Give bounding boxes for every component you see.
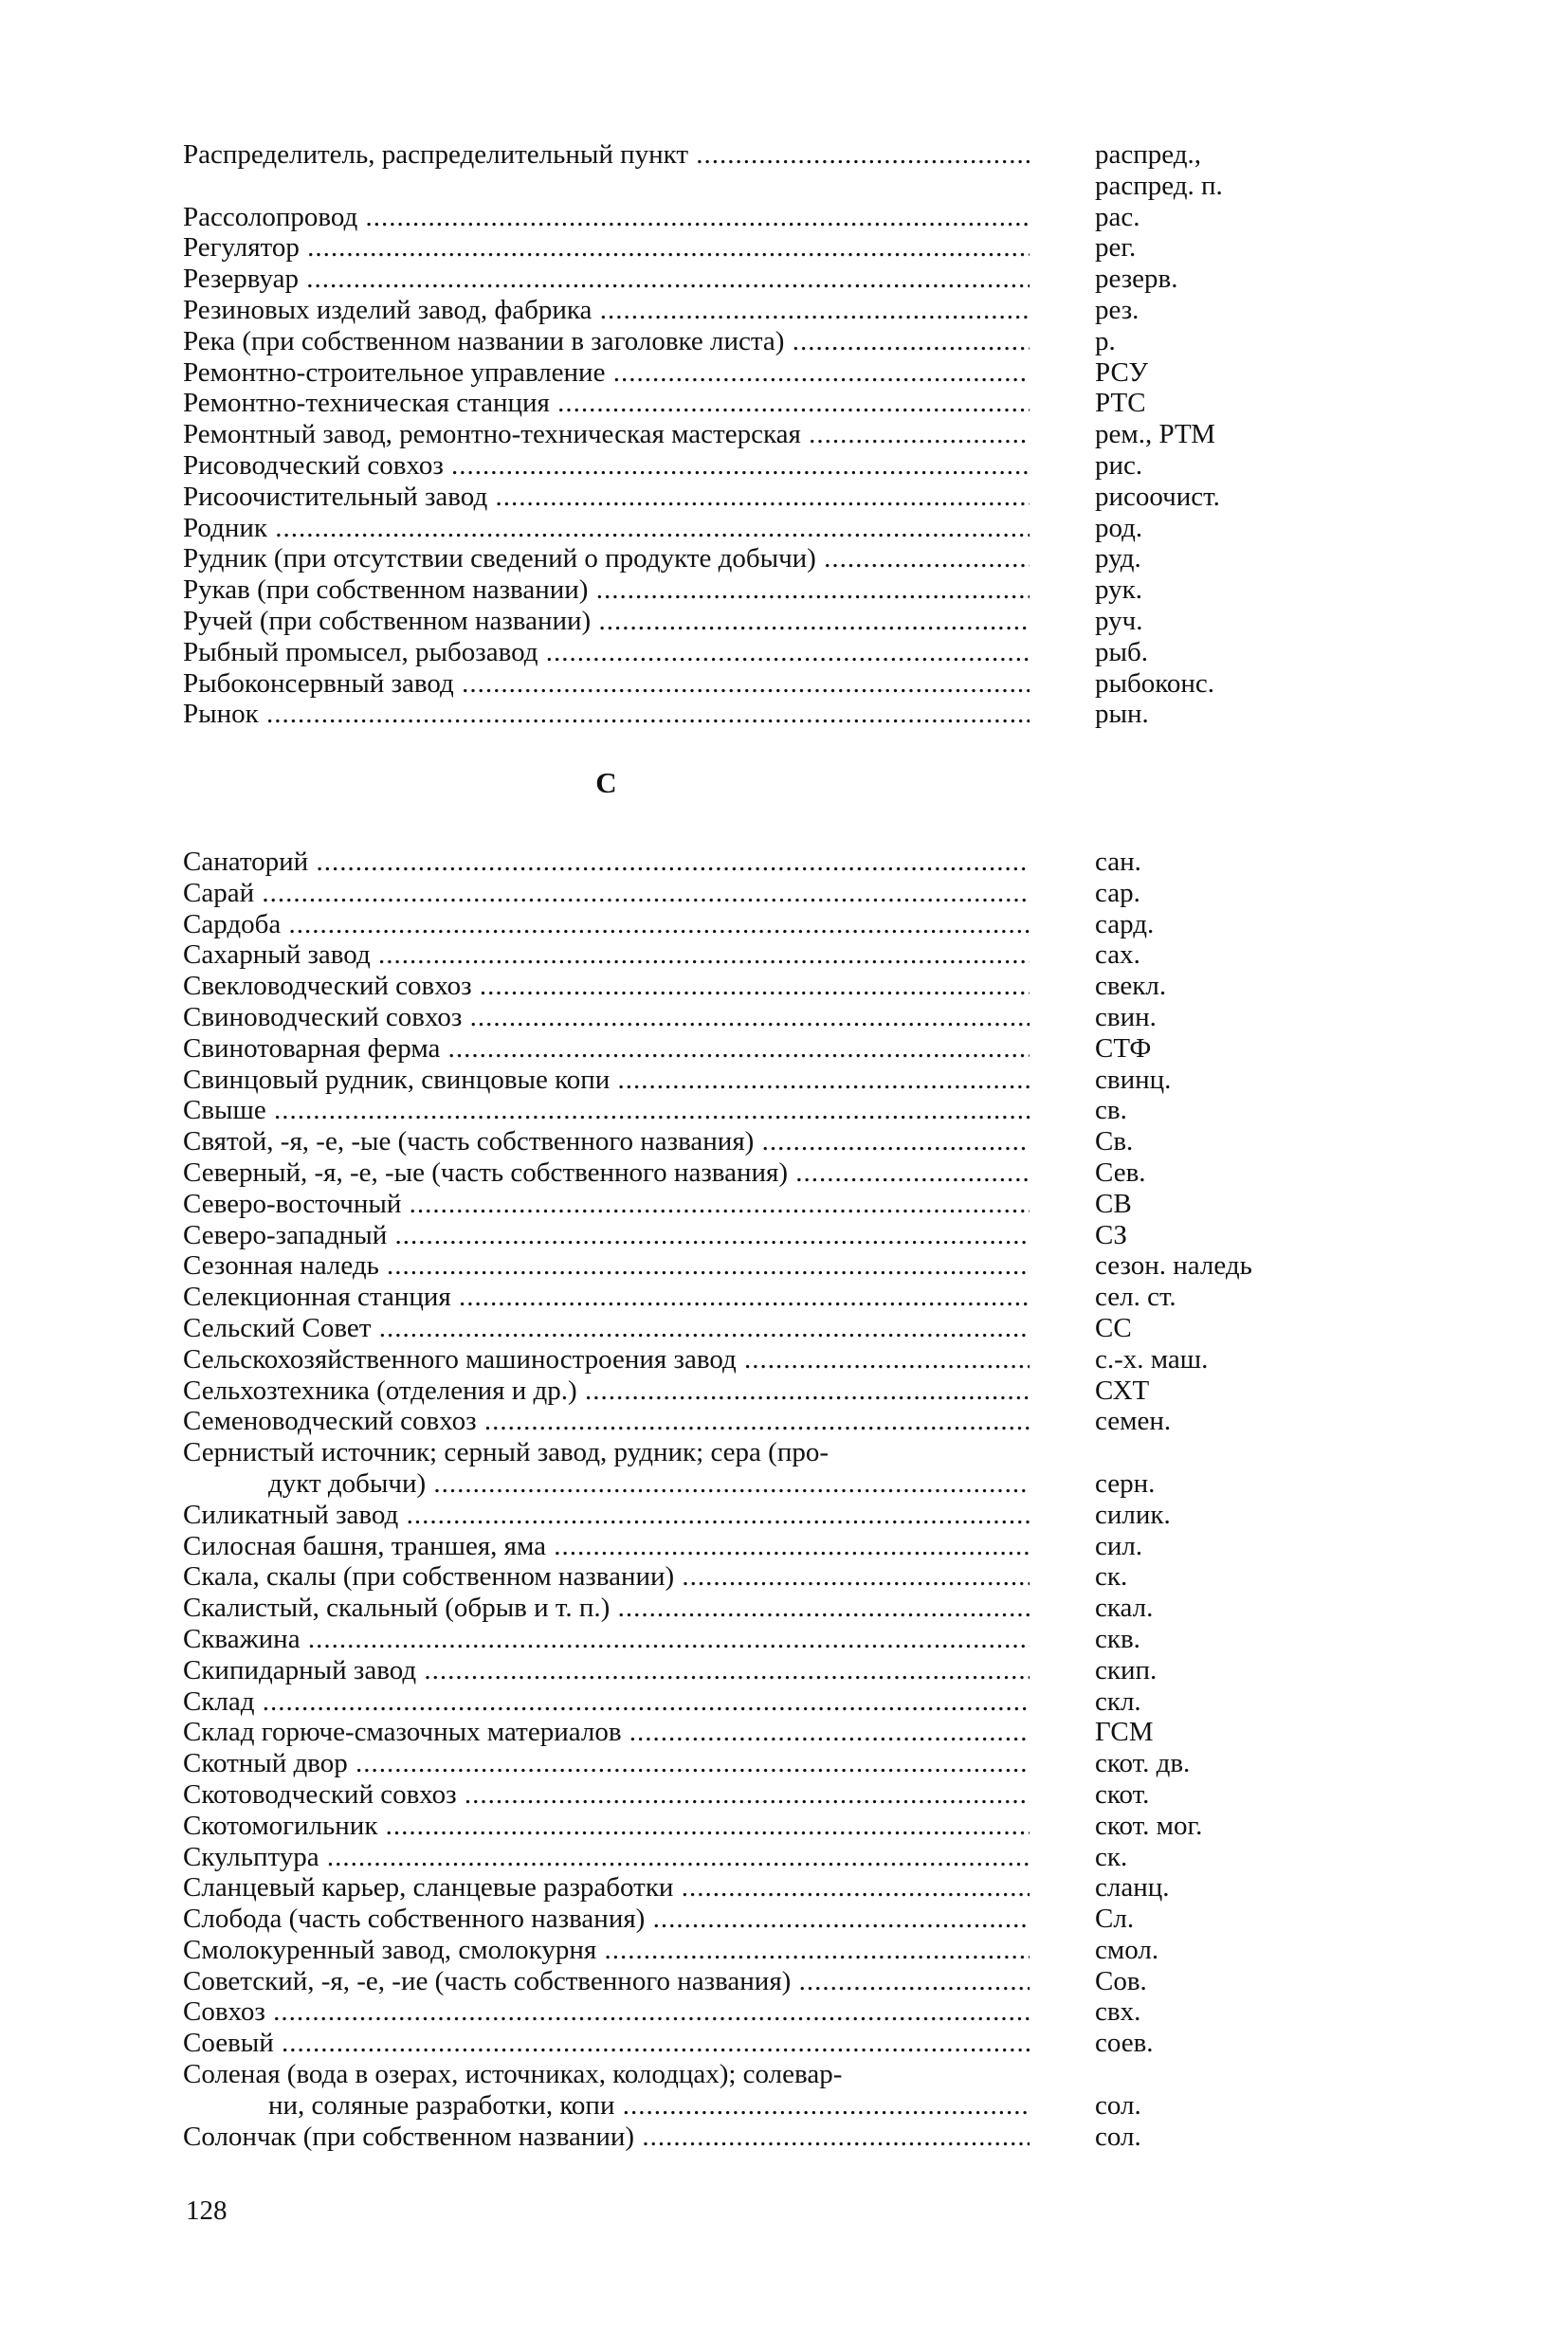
entry-term: Регулятор ..... — [183, 232, 1030, 264]
entry-abbreviation: СТФ — [1095, 1032, 1152, 1064]
entry-term: Святой, -я, -е, -ые (часть собственного названия) ..... — [183, 1126, 1030, 1157]
entry-row — [183, 1531, 1321, 1562]
entry-term: Сардоба ..... — [183, 909, 1030, 940]
entry-row — [183, 1406, 1321, 1437]
entry-row — [183, 1282, 1321, 1313]
entry-abbreviation: сард. — [1095, 908, 1155, 939]
entry-term: Силикатный завод ..... — [183, 1500, 1030, 1531]
entry-row — [183, 637, 1321, 668]
entry-row — [183, 1811, 1321, 1842]
entry-row — [183, 326, 1321, 357]
entry-term: Рисоводческий совхоз ..... — [183, 450, 1030, 482]
entry-abbreviation: свх. — [1095, 1996, 1141, 2028]
entry-term: Скотный двор ..... — [183, 1748, 1030, 1779]
entry-row — [183, 171, 1321, 202]
entry-term: Рынок ..... — [183, 699, 1030, 730]
entry-term: Сезонная наледь ..... — [183, 1250, 1030, 1282]
entry-row — [183, 1126, 1321, 1157]
entry-abbreviation: сол. — [1095, 2089, 1141, 2121]
entry-abbreviation: СВ — [1095, 1188, 1132, 1219]
entry-abbreviation: сезон. наледь — [1095, 1250, 1252, 1282]
entry-abbreviation: сан. — [1095, 847, 1141, 877]
entry-term: Совхоз ..... — [183, 1996, 1030, 2028]
entry-row — [183, 139, 1321, 171]
entry-row — [183, 1002, 1321, 1033]
entry-term: Рыбный промысел, рыбозавод ..... — [183, 637, 1030, 668]
entry-row — [183, 699, 1321, 730]
entry-row — [183, 1065, 1321, 1096]
entry-term: Рудник (при отсутствии сведений о продукте добычи) ..... — [183, 543, 1030, 574]
entry-abbreviation: СХТ — [1095, 1375, 1150, 1406]
entry-term: Склад ..... — [183, 1686, 1030, 1718]
entry-row — [183, 971, 1321, 1002]
entry-abbreviation: ск. — [1095, 1841, 1128, 1872]
entry-abbreviation: РТС — [1095, 388, 1146, 419]
entry-row — [183, 1220, 1321, 1251]
entry-row — [183, 1500, 1321, 1531]
section-r-list — [183, 139, 1321, 730]
entry-row — [183, 295, 1321, 326]
entry-term: Силосная башня, траншея, яма ..... — [183, 1531, 1030, 1562]
entry-abbreviation: св. — [1095, 1095, 1127, 1126]
entry-abbreviation: семен. — [1095, 1406, 1172, 1437]
entry-abbreviation: скип. — [1095, 1654, 1158, 1685]
entry-row — [183, 1375, 1321, 1407]
entry-row — [183, 574, 1321, 606]
entry-row — [183, 1686, 1321, 1718]
entry-term: Рыбоконсервный завод ..... — [183, 668, 1030, 700]
entry-abbreviation: р. — [1095, 325, 1116, 356]
entry-abbreviation: Сев. — [1095, 1157, 1146, 1188]
section-c-list — [183, 847, 1321, 2152]
entry-abbreviation: скв. — [1095, 1623, 1140, 1654]
entry-row — [183, 1624, 1321, 1655]
entry-abbreviation: ск. — [1095, 1561, 1128, 1593]
entry-row — [183, 513, 1321, 544]
entry-row — [183, 1095, 1321, 1126]
entry-abbreviation: резерв. — [1095, 264, 1178, 295]
entry-abbreviation: руч. — [1095, 605, 1143, 636]
entry-row — [183, 1344, 1321, 1375]
entry-term: Семеноводческий совхоз ..... — [183, 1406, 1030, 1437]
entry-row — [183, 1157, 1321, 1189]
entry-term: Родник ..... — [183, 513, 1030, 544]
entry-term: Скотоводческий совхоз ..... — [183, 1779, 1030, 1811]
entry-row — [183, 1779, 1321, 1811]
entry-term: Сарай ..... — [183, 878, 1030, 909]
entry-abbreviation: скал. — [1095, 1593, 1154, 1624]
entry-abbreviation: рис. — [1095, 449, 1143, 481]
entry-abbreviation: рег. — [1095, 232, 1137, 264]
entry-row — [183, 1561, 1321, 1593]
entry-term: Соленая (вода в озерах, источниках, колодцах); солевар- — [183, 2059, 843, 2090]
entry-abbreviation: распред. п. — [1095, 170, 1223, 201]
entry-term: Скалистый, скальный (обрыв и т. п.) ..... — [183, 1593, 1030, 1624]
entry-row — [183, 232, 1321, 264]
entry-term: Сернистый источник; серный завод, рудник; сера (про- — [183, 1437, 830, 1468]
entry-term: Смолокуренный завод, смолокурня ..... — [183, 1935, 1030, 1966]
entry-term: Свинотоварная ферма ..... — [183, 1033, 1030, 1065]
entry-row — [183, 1935, 1321, 1966]
entry-abbreviation: Св. — [1095, 1126, 1134, 1157]
entry-row — [183, 419, 1321, 450]
section-letter: С — [595, 766, 617, 799]
entry-abbreviation: ГСМ — [1095, 1717, 1154, 1748]
entry-term: Скотомогильник ..... — [183, 1811, 1030, 1842]
entry-term: ни, соляные разработки, копи ..... — [183, 2090, 1030, 2122]
entry-row — [183, 847, 1321, 878]
entry-abbreviation: Сл. — [1095, 1904, 1135, 1935]
entry-term: Ремонтный завод, ремонтно-техническая мастерская ..... — [183, 419, 1030, 450]
entry-abbreviation: руд. — [1095, 543, 1141, 574]
entry-abbreviation: силик. — [1095, 1499, 1171, 1530]
entry-abbreviation: рем., РТМ — [1095, 419, 1216, 450]
entry-row — [183, 1313, 1321, 1344]
entry-term: Соевый ..... — [183, 2028, 1030, 2059]
entry-abbreviation: сар. — [1095, 877, 1140, 908]
entry-term: Ручей (при собственном названии) ..... — [183, 606, 1030, 637]
entry-term: Сельский Совет ..... — [183, 1313, 1030, 1344]
entry-row — [183, 1655, 1321, 1686]
entry-row — [183, 264, 1321, 295]
entry-abbreviation: рыбоконс. — [1095, 667, 1214, 699]
entry-abbreviation: серн. — [1095, 1467, 1156, 1499]
entry-row — [183, 909, 1321, 940]
entry-row — [183, 450, 1321, 482]
entry-row — [183, 878, 1321, 909]
entry-term: Сланцевый карьер, сланцевые разработки ..... — [183, 1872, 1030, 1904]
entry-term: Свиноводческий совхоз ..... — [183, 1002, 1030, 1033]
entry-row — [183, 202, 1321, 233]
entry-row — [183, 606, 1321, 637]
entry-row — [183, 2059, 1321, 2090]
entry-abbreviation: сол. — [1095, 2121, 1141, 2152]
entry-abbreviation: скот. дв. — [1095, 1748, 1191, 1779]
entry-abbreviation: СЗ — [1095, 1219, 1127, 1250]
entry-row — [183, 939, 1321, 971]
entry-row — [183, 1872, 1321, 1904]
entry-term: Скважина ..... — [183, 1624, 1030, 1655]
entry-row — [183, 357, 1321, 389]
entry-term: Рассолопровод ..... — [183, 202, 1030, 233]
page-number: 128 — [186, 2195, 228, 2226]
entry-term: Сахарный завод ..... — [183, 939, 1030, 971]
entry-term: Селекционная станция ..... — [183, 1282, 1030, 1313]
entry-abbreviation: Сов. — [1095, 1965, 1147, 1996]
entry-term: Свекловодческий совхоз ..... — [183, 971, 1030, 1002]
entry-abbreviation: сах. — [1095, 939, 1140, 971]
entry-row — [183, 1437, 1321, 1468]
entry-abbreviation: распред., — [1095, 139, 1202, 170]
entry-abbreviation: скл. — [1095, 1685, 1141, 1717]
entry-term: Распределитель, распределительный пункт ..... — [183, 139, 1030, 171]
entry-row — [183, 1468, 1321, 1500]
entry-term: Скипидарный завод ..... — [183, 1655, 1030, 1686]
entry-term: Рукав (при собственном названии) ..... — [183, 574, 1030, 606]
entry-term: Ремонтно-строительное управление ..... — [183, 357, 1030, 389]
entry-row — [183, 1748, 1321, 1779]
entry-term: Слобода (часть собственного названия) ..... — [183, 1904, 1030, 1935]
entry-term: Советский, -я, -е, -ие (часть собственного названия) ..... — [183, 1966, 1030, 1997]
entry-term: Санаторий ..... — [183, 847, 1030, 878]
entry-row — [183, 1717, 1321, 1748]
entry-row — [183, 2122, 1321, 2153]
entry-abbreviation: рук. — [1095, 574, 1142, 606]
entry-term: Резервуар ..... — [183, 264, 1030, 295]
entry-term: Солончак (при собственном названии) ..... — [183, 2122, 1030, 2153]
entry-term: Свинцовый рудник, свинцовые копи ..... — [183, 1065, 1030, 1096]
entry-term: Рисоочистительный завод ..... — [183, 482, 1030, 513]
entry-row — [183, 543, 1321, 574]
entry-term: дукт добычи) ..... — [183, 1468, 1030, 1500]
entry-abbreviation: соев. — [1095, 2028, 1154, 2059]
entry-abbreviation: смол. — [1095, 1934, 1159, 1965]
entry-abbreviation: свинц. — [1095, 1064, 1172, 1095]
entry-row — [183, 1593, 1321, 1624]
entry-term: Склад горюче-смазочных материалов ..... — [183, 1717, 1030, 1748]
entry-term: Река (при собственном названии в заголовке листа) ..... — [183, 326, 1030, 357]
entry-row — [183, 1904, 1321, 1935]
entry-row — [183, 1996, 1321, 2028]
entry-term: Свыше ..... — [183, 1095, 1030, 1126]
entry-abbreviation: рез. — [1095, 294, 1140, 325]
entry-row — [183, 2090, 1321, 2122]
entry-term: Сельскохозяйственного машиностроения завод ..... — [183, 1344, 1030, 1375]
entry-abbreviation: рын. — [1095, 699, 1149, 730]
entry-row — [183, 2028, 1321, 2059]
entry-row — [183, 1966, 1321, 1997]
entry-abbreviation: рас. — [1095, 201, 1140, 232]
entry-term: Сельхозтехника (отделения и др.) ..... — [183, 1375, 1030, 1407]
entry-abbreviation: сел. ст. — [1095, 1282, 1176, 1313]
entry-abbreviation: РСУ — [1095, 356, 1148, 388]
entry-row — [183, 388, 1321, 419]
entry-term: Ремонтно-техническая станция ..... — [183, 388, 1030, 419]
entry-term: Резиновых изделий завод, фабрика ..... — [183, 295, 1030, 326]
entry-term: Скульптура ..... — [183, 1842, 1030, 1873]
entry-row — [183, 1842, 1321, 1873]
entry-term: Скала, скалы (при собственном названии) ..... — [183, 1561, 1030, 1593]
entry-abbreviation: свин. — [1095, 1001, 1157, 1032]
entry-term: Северо-восточный ..... — [183, 1189, 1030, 1220]
entry-row — [183, 1033, 1321, 1065]
entry-abbreviation: с.-х. маш. — [1095, 1343, 1209, 1375]
entry-abbreviation: рисоочист. — [1095, 481, 1220, 512]
entry-row — [183, 482, 1321, 513]
entry-row — [183, 1250, 1321, 1282]
entry-abbreviation: род. — [1095, 512, 1143, 543]
entry-abbreviation: рыб. — [1095, 636, 1148, 667]
entry-abbreviation: свекл. — [1095, 971, 1167, 1002]
entry-abbreviation: сланц. — [1095, 1872, 1170, 1904]
entry-row — [183, 1189, 1321, 1220]
entry-abbreviation: СС — [1095, 1312, 1132, 1343]
entry-term: Северо-западный ..... — [183, 1220, 1030, 1251]
entry-abbreviation: сил. — [1095, 1530, 1143, 1561]
entry-term: Северный, -я, -е, -ые (часть собственного названия) ..... — [183, 1157, 1030, 1189]
entry-row — [183, 668, 1321, 700]
entry-abbreviation: скот. — [1095, 1778, 1150, 1810]
entry-abbreviation: скот. мог. — [1095, 1810, 1203, 1841]
